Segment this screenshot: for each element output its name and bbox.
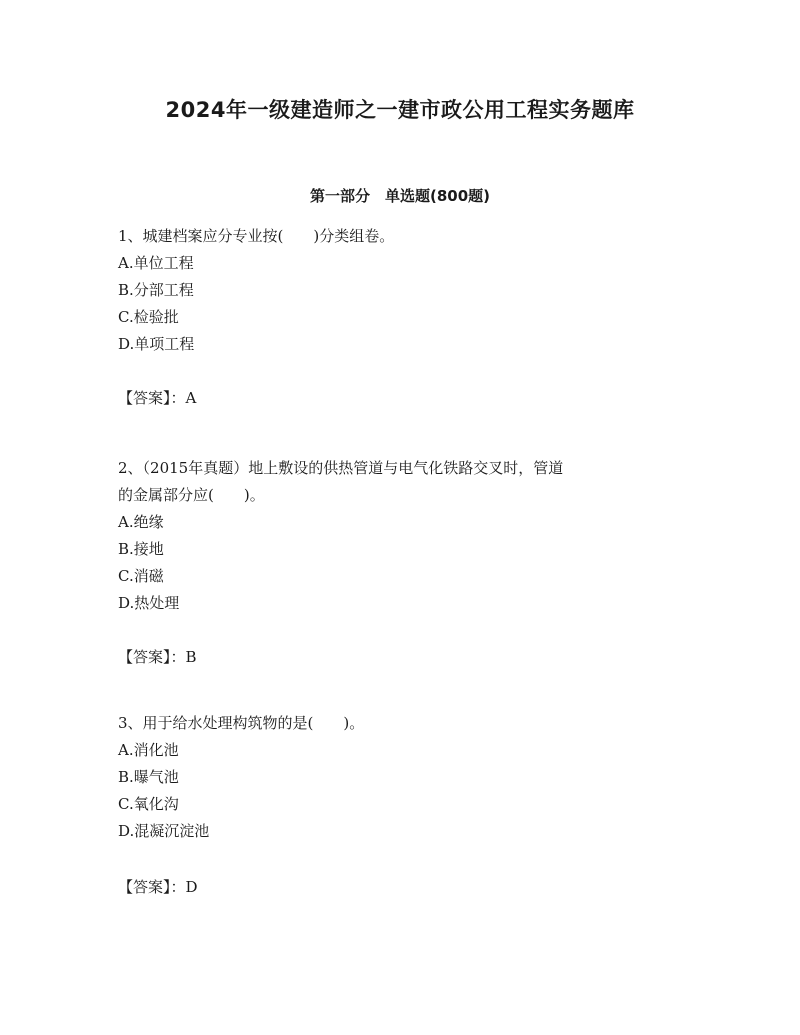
option-c: C.氧化沟 (118, 795, 179, 813)
answer-2: 【答案】：B (118, 648, 197, 666)
option-a: A.单位工程 (118, 254, 194, 272)
option-d: D.单项工程 (118, 335, 195, 353)
question-stem: 1、城建档案应分专业按( )分类组卷。 (118, 227, 395, 245)
question-stem-line-1: 2、（2015年真题）地上敷设的供热管道与电气化铁路交叉时，管道 (118, 459, 564, 477)
option-b: B.接地 (118, 540, 164, 558)
question-2 (118, 455, 678, 617)
option-a: A.绝缘 (118, 513, 164, 531)
question-3 (118, 710, 678, 845)
option-b: B.分部工程 (118, 281, 194, 299)
option-c: C.检验批 (118, 308, 179, 326)
option-c: C.消磁 (118, 567, 164, 585)
section-heading: 第一部分 单选题(800题) (309, 187, 491, 205)
answer-1: 【答案】：A (118, 389, 197, 407)
question-1 (118, 223, 678, 358)
answer-3: 【答案】：D (118, 878, 198, 896)
question-stem-line-2: 的金属部分应( )。 (118, 486, 265, 504)
option-d: D.热处理 (118, 594, 180, 612)
option-d: D.混凝沉淀池 (118, 822, 210, 840)
option-a: A.消化池 (118, 741, 179, 759)
option-b: B.曝气池 (118, 768, 179, 786)
page-title: 2024年一级建造师之一建市政公用工程实务题库 (165, 98, 635, 122)
question-stem: 3、用于给水处理构筑物的是( )。 (118, 714, 365, 732)
